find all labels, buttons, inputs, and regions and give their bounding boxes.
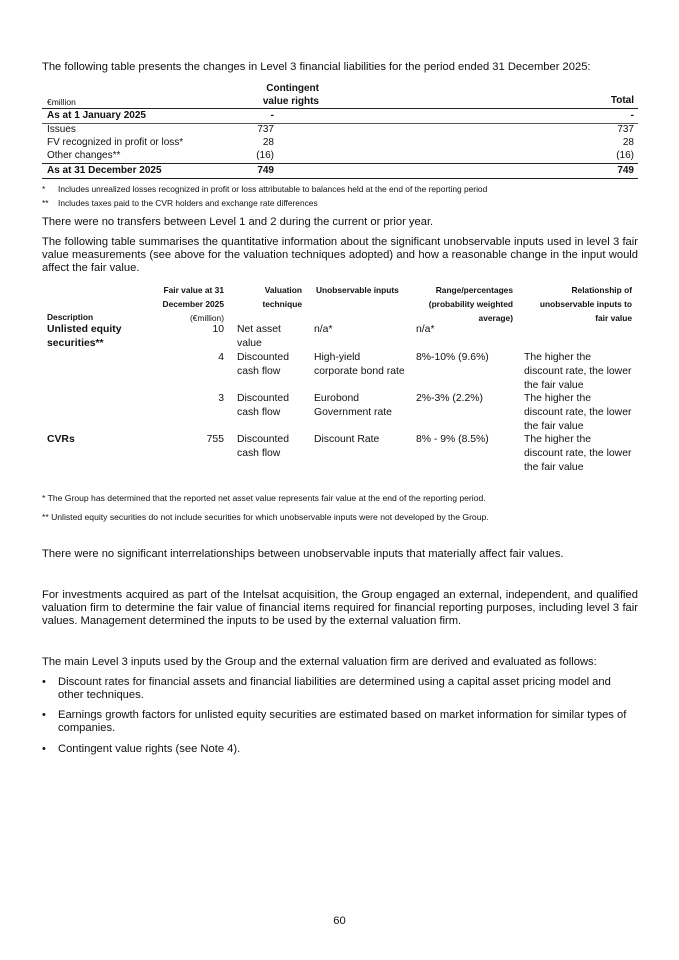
bullet-icon: • [42,676,46,688]
table-row: Issues 737 737 [47,124,634,135]
unobservable-header: Unobservable inputs [316,285,399,295]
table-row: FV recognized in profit or loss* 28 28 [47,137,634,148]
row-range: 8%-10% (9.6%) [416,352,489,363]
bottom-rule [42,178,638,179]
fair-value-header: Fair value at 31 December 2025 (€million) [162,285,224,323]
intelsat-paragraph: For investments acquired as part of the Intelsat acquisition, the Group engaged an external, independent, and qualified valuation firm to determine the fair value of financial items required for financial reporting purposes, including level 3 fair values. Management determined the inputs to be used by the external valuation firm. [42,589,638,627]
row-description: CVRs [47,434,75,445]
row-value: 10 [212,324,224,335]
table2-footnote-1: * The Group has determined that the reported net asset value represents fair value at the end of the reporting period. [42,493,486,503]
interrelationships-paragraph: There were no significant interrelationships between unobservable inputs that materially affect fair values. [42,548,564,560]
row-range: 8% - 9% (8.5%) [416,434,489,445]
row-technique: Discounted cash flow [237,393,289,418]
row-value: 4 [218,352,224,363]
row-range: 2%-3% (2.2%) [416,393,483,404]
main-inputs-paragraph: The main Level 3 inputs used by the Group and the external valuation firm are derived and evaluated as follows: [42,656,597,668]
footnote-mark: * [42,184,46,194]
row-input: n/a* [314,324,333,335]
row-technique: Discounted cash flow [237,434,289,459]
row-value: 755 [206,434,224,445]
table1-footnote-1: Includes unrealized losses recognized in profit or loss attributable to balances held at the end of the reporting period [58,184,488,194]
table-row: As at 1 January 2025 - - [47,110,634,121]
row-relationship: The higher the discount rate, the lower the fair value [524,434,632,473]
row-range: n/a* [416,324,435,335]
row-technique: Discounted cash flow [237,352,289,377]
table1-footnote-2: Includes taxes paid to the CVR holders and exchange rate differences [58,198,318,208]
transfers-paragraph: There were no transfers between Level 1 and 2 during the current or prior year. [42,216,434,228]
row-description: Unlisted equity securities** [47,324,122,349]
summary-paragraph: The following table summarises the quantitative information about the significant unobservable inputs used in level 3 fair value measurements (see above for the valuation techniques adopted) and how a reasonable change in the input would affect the fair value. [42,236,638,274]
row-relationship: The higher the discount rate, the lower the fair value [524,393,632,432]
table-row: Other changes** (16) (16) [47,150,634,161]
valuation-header: Valuation technique [262,285,302,309]
list-item: • Discount rates for financial assets and financial liabilities are determined using a capital asset pricing model and other techniques. [42,676,611,701]
list-item: • Contingent value rights (see Note 4). [42,743,241,755]
unobservable-inputs-table [0,283,679,478]
level3-changes-table [42,82,638,182]
relationship-header: Relationship of unobservable inputs to fair value [539,285,632,323]
row-input: Discount Rate [314,434,380,445]
unit-header: €million [47,97,76,107]
intro-text: The following table presents the changes in Level 3 financial liabilities for the period ended 31 December 2025: [42,61,591,73]
footnote-mark: ** [42,198,49,208]
cvr-column-header: Contingent value rights [262,83,319,107]
description-header: Description [47,312,94,322]
page-number: 60 [333,915,346,927]
list-item: • Earnings growth factors for unlisted equity securities are estimated based on market information for similar types of companies. [42,709,627,734]
range-header: Range/percentages (probability weighted average) [428,285,513,323]
header-rule [42,108,638,109]
total-column-header: Total [610,95,634,106]
table2-footnote-2: ** Unlisted equity securities do not include securities for which unobservable inputs were not developed by the Group. [42,512,489,522]
row-relationship: The higher the discount rate, the lower the fair value [524,352,632,391]
bullet-icon: • [42,709,46,721]
row-input: Eurobond Government rate [314,393,392,418]
row-technique: Net asset value [237,324,281,349]
table-row: As at 31 December 2025 749 749 [47,165,634,176]
row-value: 3 [218,393,224,404]
bullet-icon: • [42,743,46,755]
total-rule [42,163,638,164]
row-input: High-yield corporate bond rate [314,352,405,377]
